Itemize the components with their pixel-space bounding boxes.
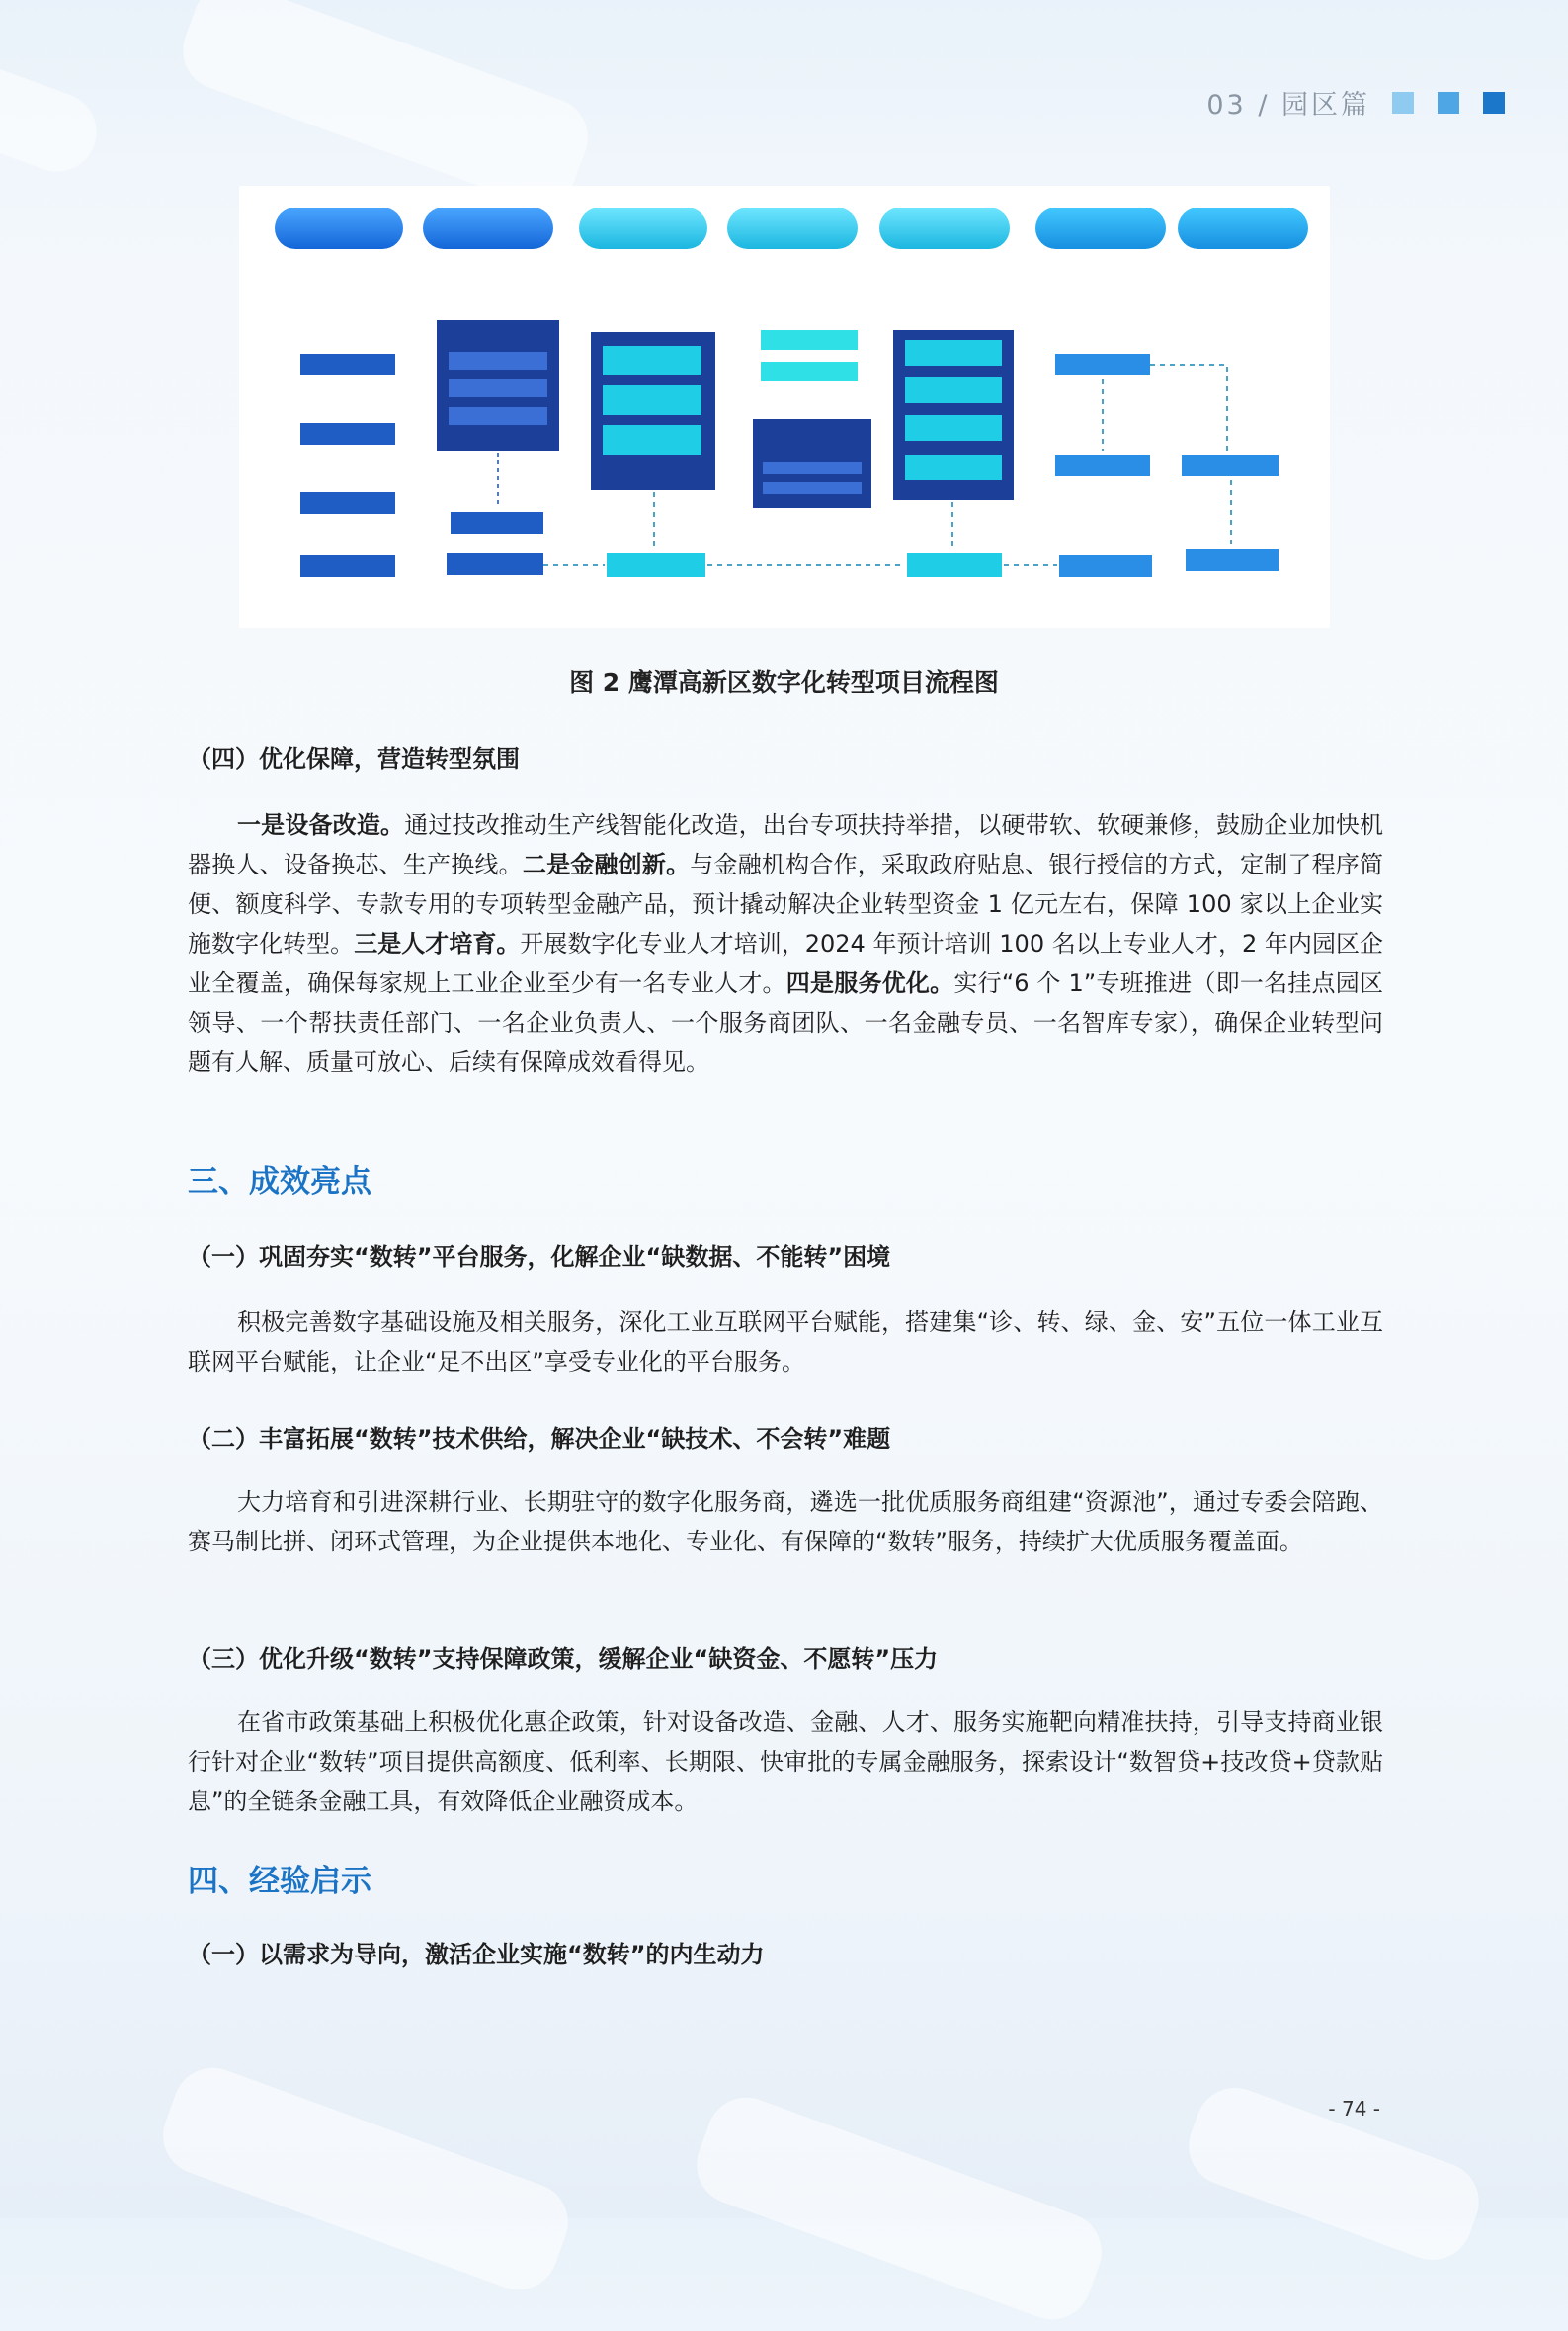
bold-lead: 一是设备改造。: [237, 811, 405, 839]
background-shape: [686, 2086, 1113, 2330]
header-square-icon: [1483, 92, 1505, 114]
background-shape: [0, 54, 108, 183]
subsection-heading: （一）巩固夯实“数转”平台服务，化解企业“缺数据、不能转”困境: [188, 1243, 891, 1271]
section4-paragraph: [188, 805, 1383, 1082]
page-header: [1206, 83, 1505, 122]
bold-lead: 四是服务优化。: [785, 969, 954, 997]
section-heading: 四、经验启示: [188, 1864, 371, 1899]
page-number: - 74 -: [1328, 2097, 1380, 2121]
paragraph: 积极完善数字基础设施及相关服务，深化工业互联网平台赋能，搭建集“诊、转、绿、金、安”五位一体工业互联网平台赋能，让企业“足不出区”享受专业化的平台服务。: [188, 1308, 1383, 1375]
subsection-heading: （一）以需求为导向，激活企业实施“数转”的内生动力: [188, 1941, 765, 1968]
paragraph: 在省市政策基础上积极优化惠企政策，针对设备改造、金融、人才、服务实施靶向精准扶持，引导支持商业银行针对企业“数转”项目提供高额度、低利率、长期限、快审批的专属金融服务，探索设计“数智贷+技改贷+贷款贴息”的全链条金融工具，有效降低企业融资成本。: [188, 1708, 1383, 1815]
header-square-icon: [1392, 92, 1414, 114]
section-heading: 三、成效亮点: [188, 1164, 371, 1200]
bold-lead: 三是人才培育。: [354, 930, 521, 957]
subsection-heading: （三）优化升级“数转”支持保障政策，缓解企业“缺资金、不愿转”压力: [188, 1645, 939, 1673]
subsection-heading: （二）丰富拓展“数转”技术供给，解决企业“缺技术、不会转”难题: [188, 1425, 891, 1453]
flowchart-figure: [239, 186, 1330, 628]
background-shape: [172, 0, 599, 216]
bold-lead: 二是金融创新。: [522, 851, 691, 878]
paragraph-text: 通过技改推动生产线智能化改造，出台专项扶持举措，以硬带软、软硬兼修，鼓励企业加快机器换人、设备换芯、生产换线。: [188, 811, 1384, 878]
subsection-heading: （四）优化保障，营造转型氛围: [188, 745, 520, 773]
flowchart-image: [239, 186, 1330, 628]
paragraph-text: 开展数字化专业人才培训，2024 年预计培训 100 名以上专业人才，2 年内园区企业全覆盖，确保每家规上工业企业至少有一名专业人才。: [188, 930, 1384, 997]
figure-caption: 图 2 鹰潭高新区数字化转型项目流程图: [569, 668, 999, 697]
paragraph-text: 与金融机构合作，采取政府贴息、银行授信的方式，定制了程序简便、额度科学、专款专用的专项转型金融产品，预计撬动解决企业转型资金 1 亿元左右，保障 100 家以上企业实施数字化转型。: [188, 851, 1384, 957]
section-label: 03 / 园区篇: [1206, 90, 1370, 121]
background-shape: [152, 2056, 579, 2300]
header-square-icon: [1438, 92, 1459, 114]
paragraph-text: 实行“6 个 1”专班推进（即一名挂点园区领导、一个帮扶责任部门、一名企业负责人、一个服务商团队、一名金融专员、一名智库专家），确保企业转型问题有人解、质量可放心、后续有保障成效看得见。: [188, 969, 1383, 1076]
paragraph: 大力培育和引进深耕行业、长期驻守的数字化服务商，遴选一批优质服务商组建“资源池”，通过专委会陪跑、赛马制比拼、闭环式管理，为企业提供本地化、专业化、有保障的“数转”服务，持续扩大优质服务覆盖面。: [188, 1488, 1383, 1555]
